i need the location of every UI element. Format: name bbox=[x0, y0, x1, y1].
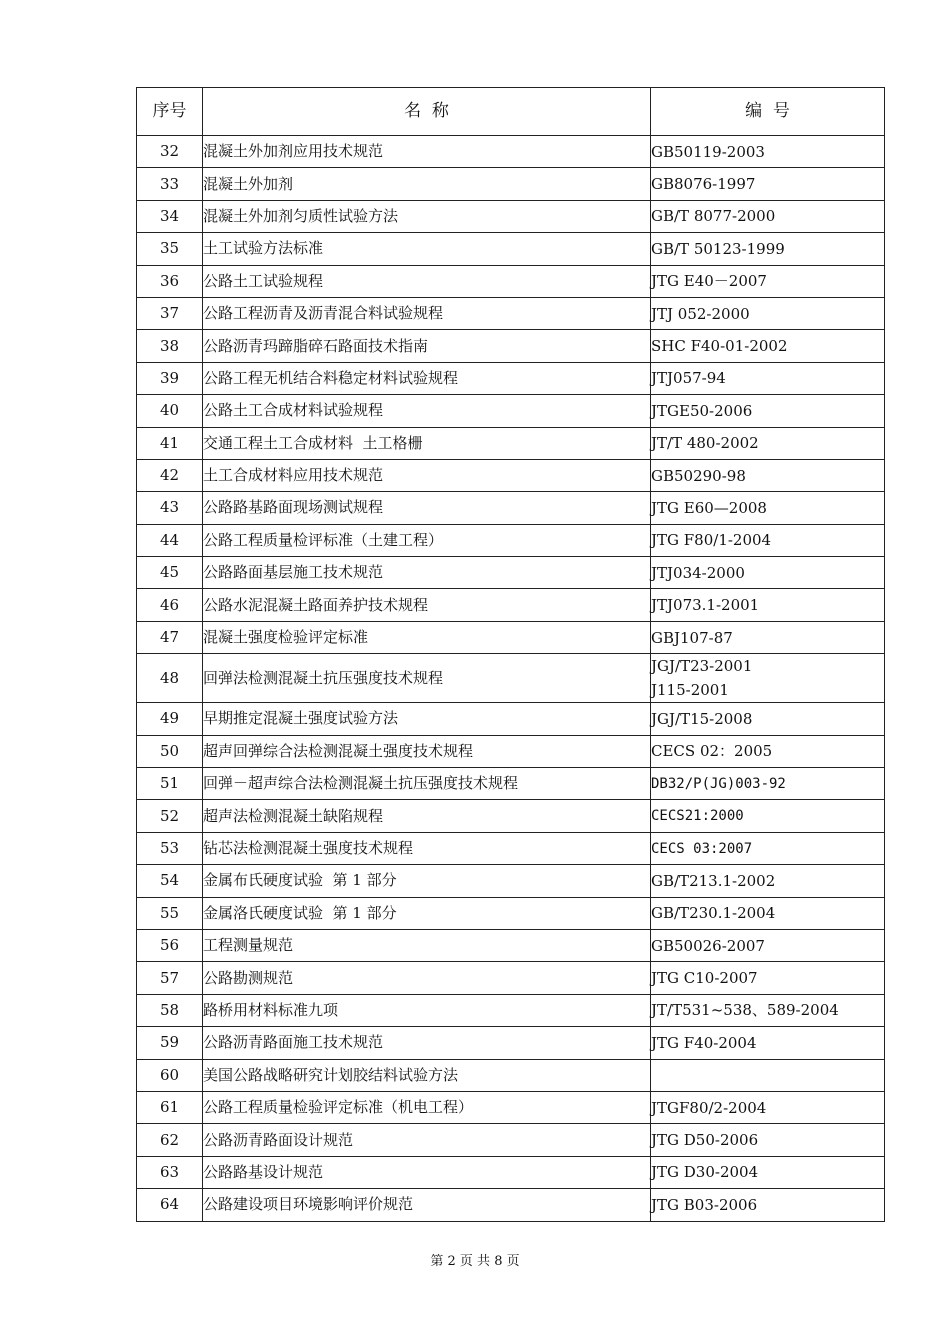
row-standard-name: 公路水泥混凝土路面养护技术规程 bbox=[203, 589, 651, 621]
table-row bbox=[137, 703, 885, 735]
row-standard-name: 混凝土外加剂应用技术规范 bbox=[203, 136, 651, 168]
row-standard-name: 公路路面基层施工技术规范 bbox=[203, 557, 651, 589]
row-serial-number: 36 bbox=[137, 265, 203, 297]
row-standard-name: 混凝土外加剂 bbox=[203, 168, 651, 200]
row-serial-number: 42 bbox=[137, 459, 203, 491]
standard-code-line: GB/T230.1-2004 bbox=[651, 904, 776, 923]
row-standard-name: 路桥用材料标准九项 bbox=[203, 994, 651, 1026]
row-serial-number: 34 bbox=[137, 200, 203, 232]
row-standard-code bbox=[651, 865, 885, 897]
table-row bbox=[137, 929, 885, 961]
row-serial-number: 43 bbox=[137, 492, 203, 524]
row-standard-code bbox=[651, 1059, 885, 1091]
table-row bbox=[137, 800, 885, 832]
standard-code-line: JTJ 052-2000 bbox=[651, 304, 750, 323]
table-row bbox=[137, 233, 885, 265]
row-serial-number: 38 bbox=[137, 330, 203, 362]
row-standard-name: 交通工程土工合成材料 土工格栅 bbox=[203, 427, 651, 459]
row-serial-number: 45 bbox=[137, 557, 203, 589]
row-standard-code bbox=[651, 654, 885, 703]
row-serial-number: 63 bbox=[137, 1156, 203, 1188]
standard-code-line: JGJ/T15-2008 bbox=[651, 709, 753, 728]
row-standard-name: 美国公路战略研究计划胶结料试验方法 bbox=[203, 1059, 651, 1091]
row-standard-name: 公路沥青路面施工技术规范 bbox=[203, 1027, 651, 1059]
row-standard-code bbox=[651, 427, 885, 459]
table-row bbox=[137, 362, 885, 394]
table-row bbox=[137, 768, 885, 800]
row-serial-number: 62 bbox=[137, 1124, 203, 1156]
row-standard-name: 回弹－超声综合法检测混凝土抗压强度技术规程 bbox=[203, 768, 651, 800]
row-standard-code bbox=[651, 1156, 885, 1188]
row-serial-number: 58 bbox=[137, 994, 203, 1026]
standard-code-line: JTG F40-2004 bbox=[651, 1033, 757, 1052]
row-serial-number: 41 bbox=[137, 427, 203, 459]
row-standard-code bbox=[651, 1091, 885, 1123]
table-row bbox=[137, 832, 885, 864]
row-standard-name: 公路工程无机结合料稳定材料试验规程 bbox=[203, 362, 651, 394]
table-row bbox=[137, 330, 885, 362]
row-standard-code bbox=[651, 621, 885, 653]
standard-code-line: GB50290-98 bbox=[651, 466, 746, 485]
table-row bbox=[137, 962, 885, 994]
table-row bbox=[137, 1156, 885, 1188]
page-footer: 第 2 页 共 8 页 bbox=[430, 1254, 520, 1269]
row-standard-code bbox=[651, 735, 885, 767]
standard-code-line: JTGF80/2-2004 bbox=[651, 1098, 767, 1117]
table-row bbox=[137, 994, 885, 1026]
row-standard-name: 超声回弹综合法检测混凝土强度技术规程 bbox=[203, 735, 651, 767]
row-serial-number: 59 bbox=[137, 1027, 203, 1059]
table-row bbox=[137, 621, 885, 653]
table-row bbox=[137, 524, 885, 556]
table-row bbox=[137, 200, 885, 232]
row-standard-name: 公路沥青路面设计规范 bbox=[203, 1124, 651, 1156]
standard-code-line: CECS21:2000 bbox=[651, 808, 744, 825]
row-standard-code bbox=[651, 1189, 885, 1221]
row-standard-code bbox=[651, 557, 885, 589]
table-row bbox=[137, 735, 885, 767]
row-serial-number: 33 bbox=[137, 168, 203, 200]
table-row bbox=[137, 1091, 885, 1123]
row-standard-name: 钻芯法检测混凝土强度技术规程 bbox=[203, 832, 651, 864]
row-serial-number: 47 bbox=[137, 621, 203, 653]
row-standard-name: 公路路基路面现场测试规程 bbox=[203, 492, 651, 524]
standard-code-line: JTJ073.1-2001 bbox=[651, 596, 760, 615]
row-standard-name: 金属布氏硬度试验 第 1 部分 bbox=[203, 865, 651, 897]
row-standard-code bbox=[651, 297, 885, 329]
table-row bbox=[137, 1124, 885, 1156]
standard-code-line: SHC F40-01-2002 bbox=[651, 337, 788, 356]
table-row bbox=[137, 865, 885, 897]
table-row bbox=[137, 136, 885, 168]
standard-code-line: CECS 03:2007 bbox=[651, 840, 753, 857]
standard-code-line: JT/T531~538、589-2004 bbox=[651, 1001, 839, 1020]
row-standard-name: 公路建设项目环境影响评价规范 bbox=[203, 1189, 651, 1221]
header-serial-number: 序号 bbox=[137, 88, 203, 136]
standard-code-line: JTG B03-2006 bbox=[651, 1195, 758, 1214]
row-standard-code bbox=[651, 1124, 885, 1156]
header-code: 编 号 bbox=[651, 88, 885, 136]
standard-code-line: GB50119-2003 bbox=[651, 142, 765, 161]
row-serial-number: 44 bbox=[137, 524, 203, 556]
row-serial-number: 48 bbox=[137, 654, 203, 703]
row-serial-number: 52 bbox=[137, 800, 203, 832]
row-serial-number: 56 bbox=[137, 929, 203, 961]
row-standard-name: 超声法检测混凝土缺陷规程 bbox=[203, 800, 651, 832]
standard-code-line: GB/T 50123-1999 bbox=[651, 239, 785, 258]
row-standard-name: 混凝土强度检验评定标准 bbox=[203, 621, 651, 653]
row-serial-number: 37 bbox=[137, 297, 203, 329]
row-standard-name: 回弹法检测混凝土抗压强度技术规程 bbox=[203, 654, 651, 703]
table-row bbox=[137, 1189, 885, 1221]
standard-code-line: JTJ034-2000 bbox=[651, 563, 745, 582]
standard-code-line: JTG E40－2007 bbox=[651, 272, 767, 291]
row-serial-number: 54 bbox=[137, 865, 203, 897]
row-standard-name: 土工试验方法标准 bbox=[203, 233, 651, 265]
row-serial-number: 46 bbox=[137, 589, 203, 621]
row-standard-code bbox=[651, 330, 885, 362]
header-name: 名 称 bbox=[203, 88, 651, 136]
standard-code-line: JTG D30-2004 bbox=[651, 1163, 759, 1182]
row-standard-code bbox=[651, 168, 885, 200]
row-serial-number: 32 bbox=[137, 136, 203, 168]
row-standard-name: 公路工程沥青及沥青混合料试验规程 bbox=[203, 297, 651, 329]
row-serial-number: 60 bbox=[137, 1059, 203, 1091]
table-row bbox=[137, 395, 885, 427]
standard-code-line: GB/T 8077-2000 bbox=[651, 207, 776, 226]
row-standard-name: 公路沥青玛蹄脂碎石路面技术指南 bbox=[203, 330, 651, 362]
row-serial-number: 53 bbox=[137, 832, 203, 864]
table-row bbox=[137, 168, 885, 200]
row-standard-code bbox=[651, 1027, 885, 1059]
standard-code-line: GBJ107-87 bbox=[651, 628, 733, 647]
table-header-row bbox=[137, 88, 885, 136]
table-row bbox=[137, 589, 885, 621]
row-standard-code bbox=[651, 395, 885, 427]
standard-code-line: GB50026-2007 bbox=[651, 936, 765, 955]
standard-code-line: JTJ057-94 bbox=[651, 369, 726, 388]
standard-code-line: JGJ/T23-2001 bbox=[651, 657, 753, 676]
table-row bbox=[137, 265, 885, 297]
standard-code-line: JT/T 480-2002 bbox=[651, 434, 759, 453]
standard-code-line: GB/T213.1-2002 bbox=[651, 871, 776, 890]
standard-code-line: CECS 02：2005 bbox=[651, 742, 773, 761]
table-row bbox=[137, 1059, 885, 1091]
row-standard-code bbox=[651, 459, 885, 491]
row-standard-name: 公路土工试验规程 bbox=[203, 265, 651, 297]
row-serial-number: 39 bbox=[137, 362, 203, 394]
row-serial-number: 57 bbox=[137, 962, 203, 994]
standard-code-line: GB8076-1997 bbox=[651, 175, 756, 194]
row-serial-number: 51 bbox=[137, 768, 203, 800]
row-serial-number: 50 bbox=[137, 735, 203, 767]
table-row bbox=[137, 492, 885, 524]
row-standard-name: 土工合成材料应用技术规范 bbox=[203, 459, 651, 491]
standard-code-line: JTGE50-2006 bbox=[651, 401, 753, 420]
row-serial-number: 61 bbox=[137, 1091, 203, 1123]
table-row bbox=[137, 897, 885, 929]
row-serial-number: 35 bbox=[137, 233, 203, 265]
row-serial-number: 49 bbox=[137, 703, 203, 735]
row-standard-code bbox=[651, 233, 885, 265]
row-standard-name: 公路土工合成材料试验规程 bbox=[203, 395, 651, 427]
table-row bbox=[137, 654, 885, 703]
row-standard-code bbox=[651, 589, 885, 621]
row-standard-name: 公路路基设计规范 bbox=[203, 1156, 651, 1188]
table-row bbox=[137, 297, 885, 329]
standard-code-line: DB32/P(JG)003-92 bbox=[651, 775, 786, 792]
row-standard-code bbox=[651, 703, 885, 735]
row-standard-code bbox=[651, 994, 885, 1026]
table-body bbox=[137, 136, 885, 1222]
row-standard-code bbox=[651, 768, 885, 800]
row-standard-code bbox=[651, 492, 885, 524]
table-row bbox=[137, 459, 885, 491]
row-standard-code bbox=[651, 929, 885, 961]
standard-code-line: J115-2001 bbox=[651, 681, 729, 700]
row-standard-code bbox=[651, 136, 885, 168]
standard-code-line: JTG C10-2007 bbox=[651, 969, 758, 988]
row-standard-name: 混凝土外加剂匀质性试验方法 bbox=[203, 200, 651, 232]
row-standard-code bbox=[651, 897, 885, 929]
row-standard-name: 公路工程质量检评标准（土建工程） bbox=[203, 524, 651, 556]
row-standard-code bbox=[651, 832, 885, 864]
row-standard-code bbox=[651, 200, 885, 232]
row-standard-name: 公路勘测规范 bbox=[203, 962, 651, 994]
row-standard-code bbox=[651, 962, 885, 994]
row-standard-code bbox=[651, 362, 885, 394]
table-row bbox=[137, 427, 885, 459]
table-row bbox=[137, 1027, 885, 1059]
row-serial-number: 64 bbox=[137, 1189, 203, 1221]
row-serial-number: 55 bbox=[137, 897, 203, 929]
standard-code-line: JTG F80/1-2004 bbox=[651, 531, 772, 550]
row-standard-code bbox=[651, 265, 885, 297]
row-standard-name: 公路工程质量检验评定标准（机电工程） bbox=[203, 1091, 651, 1123]
row-standard-code bbox=[651, 800, 885, 832]
row-standard-name: 金属洛氏硬度试验 第 1 部分 bbox=[203, 897, 651, 929]
row-standard-name: 早期推定混凝土强度试验方法 bbox=[203, 703, 651, 735]
table-row bbox=[137, 557, 885, 589]
row-standard-name: 工程测量规范 bbox=[203, 929, 651, 961]
row-standard-code bbox=[651, 524, 885, 556]
row-serial-number: 40 bbox=[137, 395, 203, 427]
standard-code-line: JTG D50-2006 bbox=[651, 1131, 759, 1150]
standard-code-line: JTG E60—2008 bbox=[651, 498, 767, 517]
standards-table bbox=[136, 87, 885, 1222]
